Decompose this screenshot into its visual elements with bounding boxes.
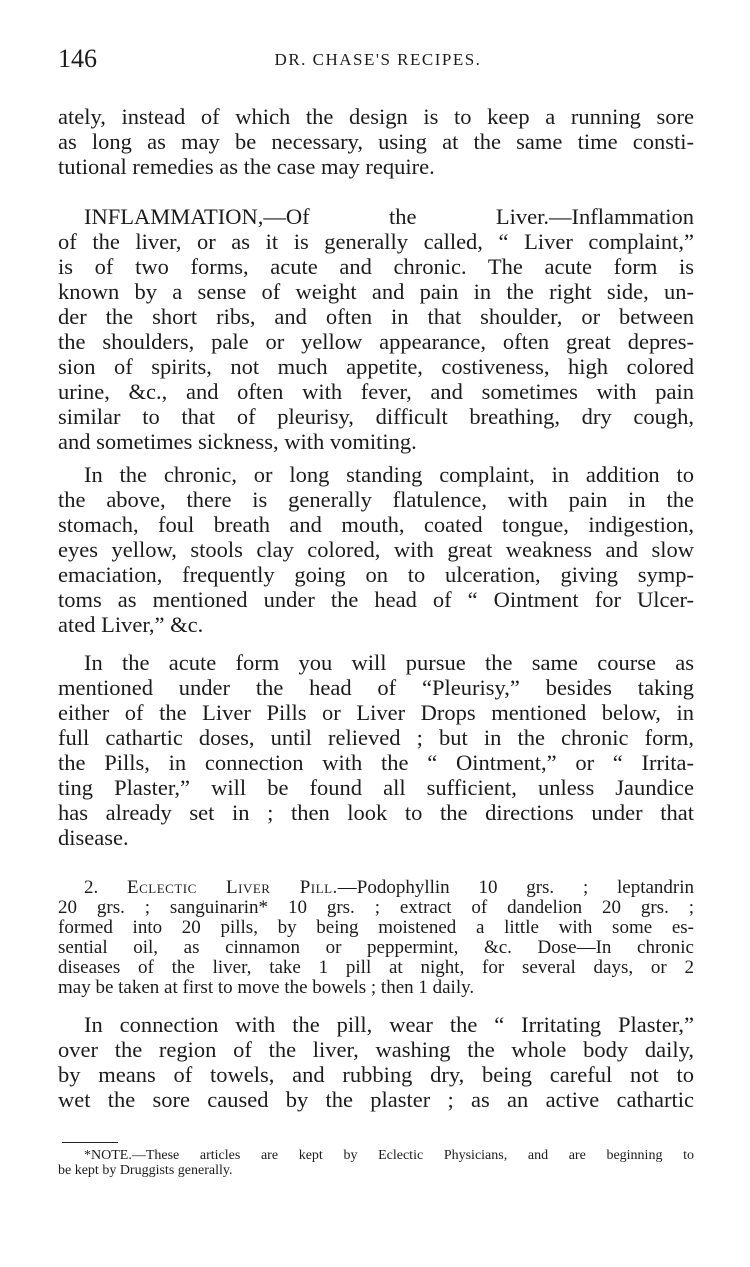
text-line: 20 grs. ; sanguinarin* 10 grs. ; extract of dandelion 20 grs. ; (58, 897, 694, 918)
text-line: the shoulders, pale or yellow appearance, often great depres- (58, 329, 694, 354)
text-line: ting Plaster,” will be found all sufficient, unless Jaundice (58, 775, 694, 800)
text-line: and sometimes sickness, with vomiting. (58, 429, 417, 454)
text-line: formed into 20 pills, by being moistened a little with some es- (58, 917, 694, 938)
page-header (58, 44, 698, 78)
text-line: wet the sore caused by the plaster ; as an active cathartic (58, 1087, 694, 1112)
text-line: toms as mentioned under the head of “ Ointment for Ulcer- (58, 587, 694, 612)
text-line: has already set in ; then look to the directions under that (58, 800, 694, 825)
footnote-line: be kept by Druggists generally. (58, 1163, 233, 1178)
text-line: urine, &c., and often with fever, and sometimes with pain (58, 379, 694, 404)
section-first-line (58, 204, 694, 229)
text-line: similar to that of pleurisy, difficult breathing, dry cough, (58, 404, 694, 429)
text-line: In the acute form you will pursue the same course as (84, 650, 694, 675)
text-line: stomach, foul breath and mouth, coated tongue, indigestion, (58, 512, 694, 537)
page-number: 146 (58, 44, 97, 73)
text-line: the Pills, in connection with the “ Ointment,” or “ Irrita- (58, 750, 694, 775)
paragraph-continuation (58, 104, 694, 179)
text-line: sential oil, as cinnamon or peppermint, &c. Dose—In chronic (58, 937, 694, 958)
text-line: of the liver, or as it is generally called, “ Liver complaint,” (58, 229, 694, 254)
text-line: may be taken at first to move the bowels ; then 1 daily. (58, 977, 475, 998)
text-line: disease. (58, 825, 129, 850)
text-line: —Podophyllin 10 grs. ; leptandrin (337, 877, 695, 898)
footnote-divider (62, 1142, 118, 1143)
section-heading: INFLAMMATION,—Of the Liver. (84, 204, 550, 229)
text-line: mentioned under the head of “Pleurisy,” besides taking (58, 675, 694, 700)
footnote-line: *NOTE.—These articles are kept by Eclectic Physicians, and are beginning to (84, 1148, 694, 1163)
text-line: der the short ribs, and often in that shoulder, or between (58, 304, 694, 329)
text-line: as long as may be necessary, using at the same time consti- (58, 129, 694, 154)
text-line: emaciation, frequently going on to ulceration, giving symp- (58, 562, 694, 587)
recipe-title: Eclectic Liver Pill. (127, 877, 338, 898)
text-line: diseases of the liver, take 1 pill at night, for several days, or 2 (58, 957, 694, 978)
text-line: by means of towels, and rubbing dry, being careful not to (58, 1062, 694, 1087)
text-line: eyes yellow, stools clay colored, with great weakness and slow (58, 537, 694, 562)
text-line: either of the Liver Pills or Liver Drops mentioned below, in (58, 700, 694, 725)
footnote (58, 1148, 694, 1178)
text-line: known by a sense of weight and pain in the right side, un- (58, 279, 694, 304)
text-line: In connection with the pill, wear the “ Irritating Plaster,” (84, 1012, 694, 1037)
text-line: ated Liver,” &c. (58, 612, 204, 637)
paragraph-pill-connection (58, 1012, 694, 1112)
running-head: DR. CHASE'S RECIPES. (274, 50, 482, 69)
text-line: over the region of the liver, washing the whole body daily, (58, 1037, 694, 1062)
section-inflammation-liver (58, 204, 694, 454)
text-line: In the chronic, or long standing complaint, in addition to (84, 462, 694, 487)
text-line: ately, instead of which the design is to keep a running sore (58, 104, 694, 129)
text-line: —Inflammation (549, 204, 694, 229)
text-line: full cathartic doses, until relieved ; but in the chronic form, (58, 725, 694, 750)
paragraph-chronic (58, 462, 694, 637)
recipe-number: 2. (84, 877, 99, 898)
text-line: tutional remedies as the case may require. (58, 154, 435, 179)
recipe-eclectic-liver-pill (58, 878, 694, 998)
text-line: sion of spirits, not much appetite, costiveness, high colored (58, 354, 694, 379)
recipe-first-line (58, 878, 694, 898)
text-line: the above, there is generally flatulence, with pain in the (58, 487, 694, 512)
text-line: is of two forms, acute and chronic. The acute form is (58, 254, 694, 279)
paragraph-acute-treatment (58, 650, 694, 850)
